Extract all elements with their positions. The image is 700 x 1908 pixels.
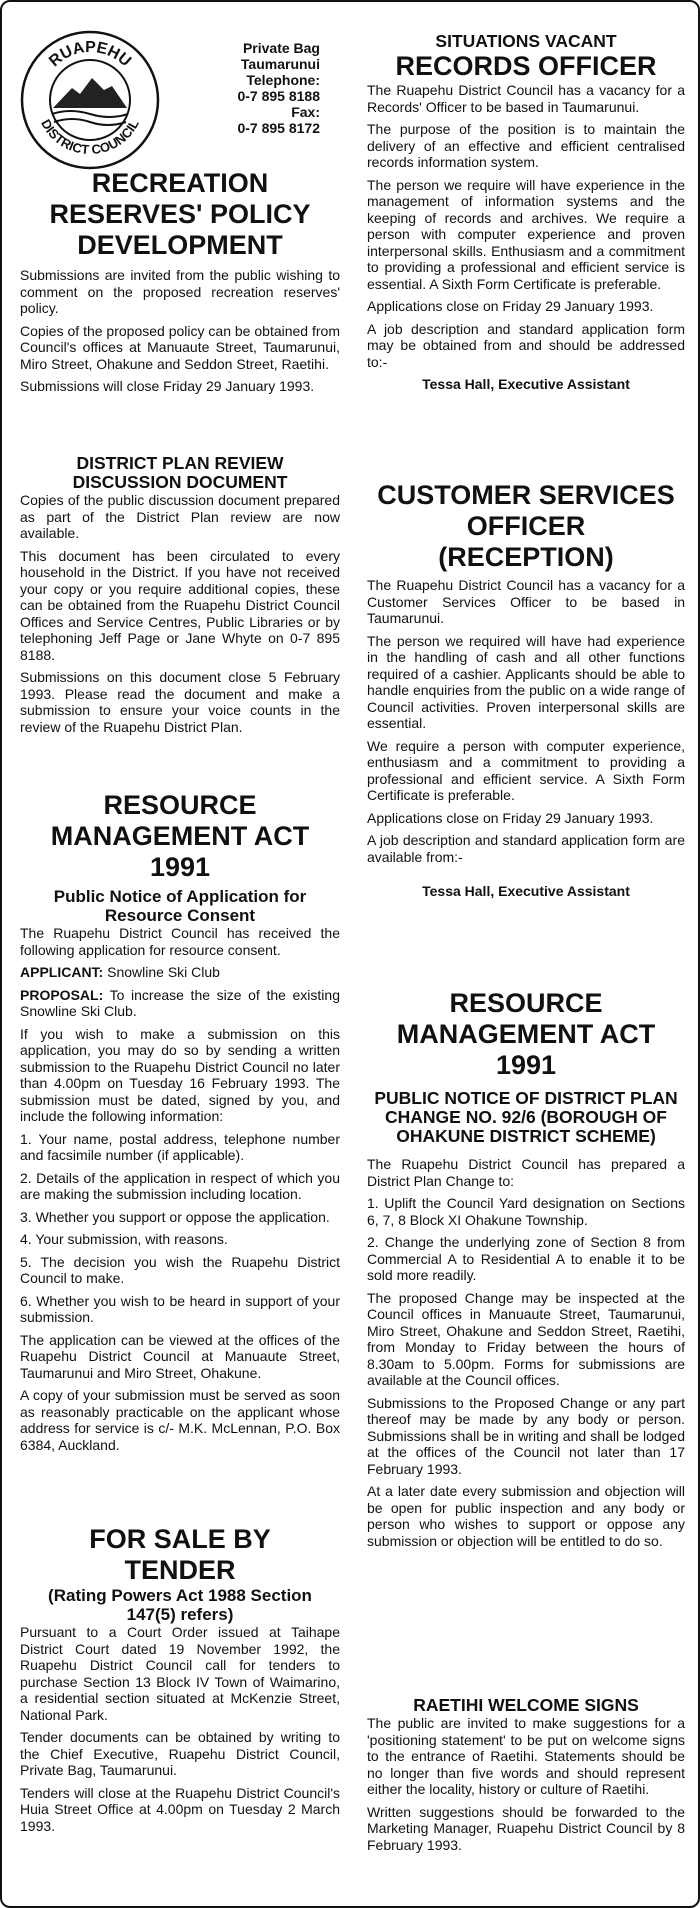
- rma-left-intro: The Ruapehu District Council has received the following application for resource consent.: [20, 925, 340, 958]
- address-line: Private Bag: [242, 40, 320, 56]
- contact-details: [202, 40, 320, 136]
- customer-signature: Tessa Hall, Executive Assistant: [422, 883, 630, 899]
- tender-p1: Pursuant to a Court Order issued at Taihape District Court dated 19 November 1992, the Ruapehu District Council call for tenders to purchase Section 13 Block IV Town of Waimarino, a residential section situated at McKenzie Street, National Park.: [20, 1624, 340, 1723]
- rma-right-subtitle: PUBLIC NOTICE OF DISTRICT PLAN CHANGE NO. 92/6 (BOROUGH OF OHAKUNE DISTRICT SCHEME): [374, 1088, 678, 1146]
- rma-left-copy: A copy of your submission must be served as soon as reasonably practicable on the applicant whose address for service is c/- M.K. McLennan, P.O. Box 6384, Auckland.: [20, 1387, 340, 1453]
- rma-right-p4: The proposed Change may be inspected at the Council offices in Manuaute Street, Taumarunui, Miro Street, Ohakune and Seddon Street, Raetihi, from Monday to Friday between the hours of 8.30am to 5.00pm. Forms for submissions are available at the Council offices.: [367, 1289, 685, 1388]
- recreation-notice: [20, 168, 340, 401]
- proposal-line: [20, 987, 340, 1020]
- rma-left-view: The application can be viewed at the offices of the Ruapehu District Council at Manuaute Street, Taumarunui and Miro Street, Ohakune.: [20, 1331, 340, 1381]
- tender-notice: [20, 1524, 340, 1840]
- required-item: 4. Your submission, with reasons.: [20, 1231, 228, 1247]
- records-p2: The purpose of the position is to maintain the delivery of an effective and efficient centralised records information system.: [367, 121, 685, 170]
- fax-label: Fax:: [291, 104, 320, 120]
- district-plan-p1: Copies of the public discussion document prepared as part of the District Plan review are now available.: [20, 492, 340, 541]
- customer-p1: The Ruapehu District Council has a vacancy for a Customer Services Officer to be based in Taumarunui.: [367, 577, 685, 626]
- rma-right-p6: At a later date every submission and objection will be open for public inspection and any body or person who wishes to support or oppose any submission or objection will be entitled to do so.: [367, 1483, 685, 1549]
- recreation-p2: Copies of the proposed policy can be obtained from Council's offices at Manuaute Street, Taumarunui, Miro Street, Ohakune and Seddon Street, Raetihi.: [20, 322, 340, 372]
- tender-title: FOR SALE BY TENDER: [89, 1524, 271, 1585]
- phone-label: Telephone:: [246, 72, 320, 88]
- proposal-label: PROPOSAL:: [20, 986, 104, 1003]
- rma-consent-notice: [20, 790, 340, 1459]
- fax-number: 0-7 895 8172: [237, 120, 320, 136]
- rma-left-subtitle: Public Notice of Application for Resource Consent: [53, 887, 307, 925]
- rma-right-title: RESOURCE MANAGEMENT ACT 1991: [396, 988, 656, 1080]
- records-title: RECORDS OFFICER: [395, 51, 657, 81]
- rma-right-p1: The Ruapehu District Council has prepared a District Plan Change to:: [367, 1156, 685, 1189]
- customer-services-notice: [367, 480, 685, 899]
- recreation-title: RECREATION RESERVES' POLICY DEVELOPMENT: [49, 168, 311, 260]
- required-item: 3. Whether you support or oppose the application.: [20, 1208, 330, 1225]
- rma-right-p2: 1. Uplift the Council Yard designation on Sections 6, 7, 8 Block XI Ohakune Township.: [367, 1195, 685, 1228]
- logo-wordmark-bottom: DISTRICT COUNCIL: [38, 116, 142, 158]
- records-p5: A job description and standard application form may be obtained from and should be addressed to:-: [367, 320, 685, 370]
- rma-left-title: RESOURCE MANAGEMENT ACT 1991: [50, 790, 310, 882]
- customer-p5: A job description and standard application form are available from:-: [367, 832, 685, 865]
- svg-text:RUAPEHU: [46, 39, 134, 70]
- raetihi-p2: Written suggestions should be forwarded to the Marketing Manager, Ruapehu District Council by 8 February 1993.: [367, 1803, 685, 1853]
- records-officer-notice: [367, 32, 685, 392]
- district-plan-p2: This document has been circulated to every household in the District. If you have not received your copy or you require additional copies, these can be obtained from the Ruapehu District Council Offices and Service Centres, Public Libraries or by telephoning Jeff Page or Jane Whyte on 0-7 895 8188.: [20, 547, 340, 663]
- required-item: 2. Details of the application in respect of which you are making the submission including location.: [20, 1169, 340, 1202]
- records-p1: The Ruapehu District Council has a vacancy for a Records' Officer to be based in Taumarunui.: [367, 82, 685, 115]
- raetihi-title: RAETIHI WELCOME SIGNS: [413, 1695, 639, 1715]
- situations-vacant-heading: SITUATIONS VACANT: [435, 31, 617, 51]
- records-signature: Tessa Hall, Executive Assistant: [422, 376, 630, 392]
- customer-title: CUSTOMER SERVICES OFFICER (RECEPTION): [377, 480, 675, 572]
- customer-p3: We require a person with computer experience, enthusiasm and a commitment to providing a professional and efficient service. A Sixth Form Certificate is preferable.: [367, 737, 685, 803]
- tender-subtitle: (Rating Powers Act 1988 Section 147(5) refers): [48, 1586, 312, 1624]
- address-town: Taumarunui: [240, 56, 320, 72]
- logo-wordmark-top: RUAPEHU: [46, 38, 134, 71]
- required-item: 1. Your name, postal address, telephone number and facsimile number (if applicable).: [20, 1130, 340, 1163]
- tender-p3: Tenders will close at the Ruapehu District Council's Huia Street Office at 4.00pm on Tuesday 2 March 1993.: [20, 1784, 340, 1834]
- district-plan-p3: Submissions on this document close 5 February 1993. Please read the document and make a submission to ensure your voice counts in the review of the Ruapehu District Plan.: [20, 669, 340, 735]
- raetihi-signs-notice: [367, 1696, 685, 1859]
- district-plan-notice: [20, 454, 340, 741]
- customer-p4: Applications close on Friday 29 January 1993.: [367, 809, 654, 826]
- tender-p2: Tender documents can be obtained by writing to the Chief Executive, Ruapehu District Council, Private Bag, Taumarunui.: [20, 1729, 340, 1778]
- rma-right-p5: Submissions to the Proposed Change or any part thereof may be made by any body or person. Submissions shall be in writing and shall be lodged at the offices of the Council not later than 17 February 1993.: [367, 1394, 685, 1477]
- required-item: 5. The decision you wish the Ruapehu District Council to make.: [20, 1253, 340, 1286]
- rma-plan-change-notice: [367, 988, 685, 1555]
- phone-number: 0-7 895 8188: [237, 88, 320, 104]
- customer-p2: The person we required will have had experience in the handling of cash and all other functions required of a cashier. Applicants should be able to handle enquiries from the public on a wide range of Council activities. Proven interpersonal skills are essential.: [367, 632, 685, 731]
- applicant-label: APPLICANT:: [20, 964, 104, 980]
- rma-right-p3: 2. Change the underlying zone of Section 8 from Commercial A to Residential A to enable it to be sold more readily.: [367, 1234, 685, 1283]
- records-p4: Applications close on Friday 29 January 1993.: [367, 298, 654, 314]
- recreation-p3: Submissions will close Friday 29 January 1993.: [20, 378, 315, 394]
- records-p3: The person we require will have experience in the management of information systems and the keeping of records and archives. We require a person with computer experience and proven interpersonal skills. Enthusiasm and a commitment to providing a professional and efficient service is essential. A Sixth Form Certificate is preferable.: [367, 176, 685, 292]
- rma-left-submission: If you wish to make a submission on this application, you may do so by sending a written submission to the Ruapehu District Council no later than 4.00pm on Tuesday 16 February 1993. The submission must be dated, signed by you, and include the following information:: [20, 1025, 340, 1124]
- required-item: 6. Whether you wish to be heard in support of your submission.: [20, 1292, 340, 1325]
- recreation-p1: Submissions are invited from the public wishing to comment on the proposed recreation reserves' policy.: [20, 267, 340, 316]
- proposal-value: To increase the size of the existing Snowline Ski Club.: [20, 986, 340, 1019]
- council-logo: [20, 30, 160, 170]
- applicant-line: [20, 964, 340, 981]
- raetihi-p1: The public are invited to make suggestions for a 'positioning statement' to be put on welcome signs to the entrance of Raetihi. Statements should be no longer than five words and should represent either the locality, history or culture of Raetihi.: [367, 1715, 685, 1797]
- applicant-value: Snowline Ski Club: [107, 964, 220, 980]
- district-plan-title: DISTRICT PLAN REVIEW DISCUSSION DOCUMENT: [72, 453, 288, 492]
